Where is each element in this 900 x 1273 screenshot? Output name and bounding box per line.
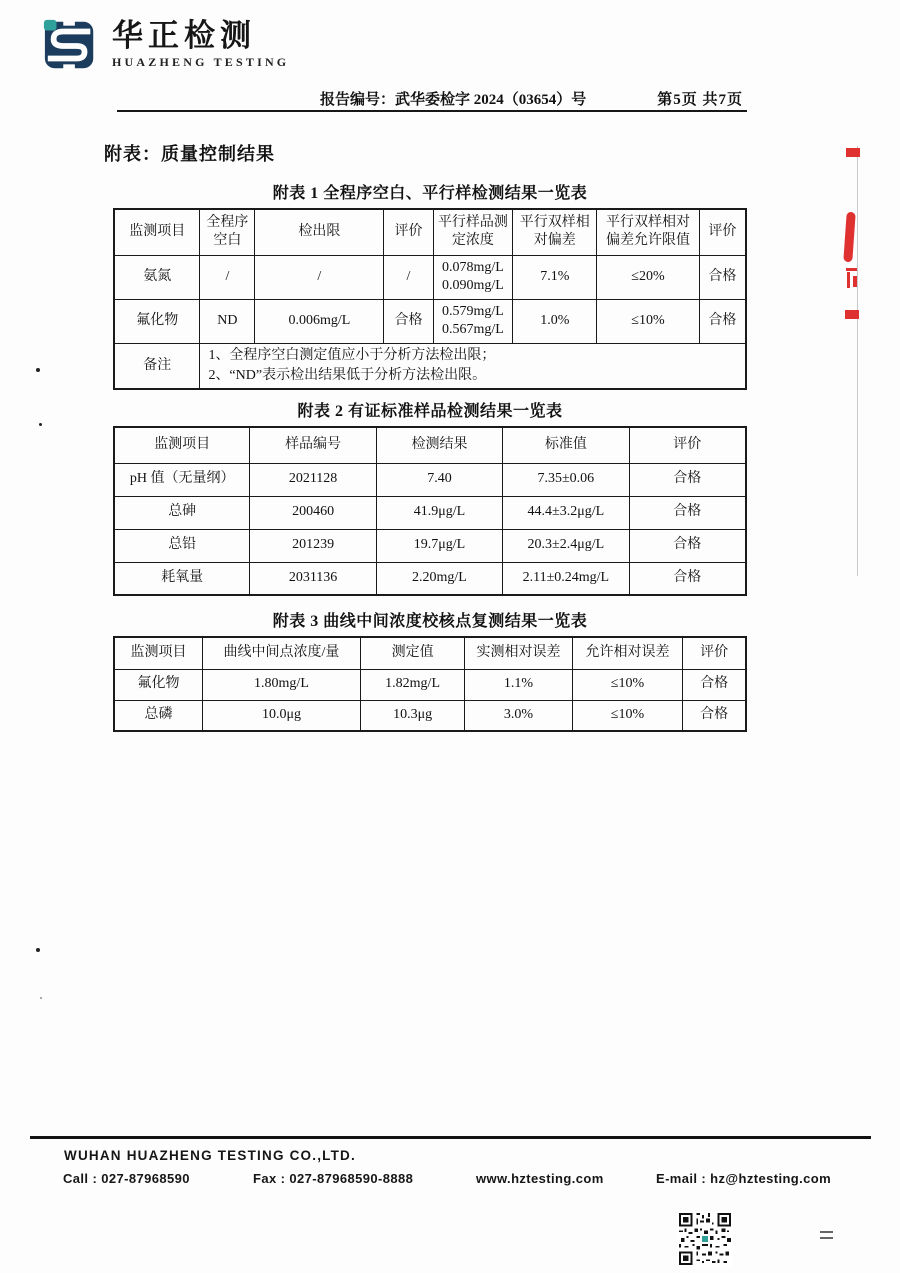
table-cell: 总砷	[114, 496, 250, 529]
table3-header-cell: 监测项目	[114, 637, 202, 669]
concentration-line1: 0.579mg/L	[442, 303, 504, 319]
red-seal-fragment	[846, 148, 860, 157]
table-cell: 3.0%	[465, 700, 572, 731]
table-cell: 201239	[250, 529, 376, 562]
red-seal-fragment	[843, 212, 855, 263]
table2-header-row	[114, 427, 746, 463]
table-row	[114, 255, 746, 299]
red-seal-fragment	[853, 276, 857, 287]
table1-header-cell: 平行样品测定浓度	[433, 209, 513, 255]
table1-header-row	[114, 209, 746, 255]
concentration-line2: 0.567mg/L	[442, 322, 504, 337]
scan-speck	[36, 948, 40, 952]
table-cell: 合格	[699, 299, 746, 343]
table-cell: 总铅	[114, 529, 250, 562]
scan-speck	[36, 368, 40, 372]
table2-certified-standard-results	[113, 426, 747, 596]
logo-chinese-name: 华正检测	[112, 18, 256, 54]
table-cell: 合格	[629, 562, 746, 595]
scan-speck	[39, 423, 42, 426]
table-cell: 10.3μg	[360, 700, 464, 731]
table-cell: 1.0%	[513, 299, 597, 343]
table-cell: ≤10%	[572, 669, 683, 700]
note-line1: 1、全程序空白测定值应小于分析方法检出限；	[208, 347, 496, 363]
table-cell	[433, 255, 513, 299]
table1-header-cell: 监测项目	[114, 209, 200, 255]
table-cell: 合格	[629, 496, 746, 529]
table-cell	[433, 299, 513, 343]
table-cell: 2.20mg/L	[376, 562, 502, 595]
table-cell: 7.1%	[513, 255, 597, 299]
table-cell: 19.7μg/L	[376, 529, 502, 562]
table3-header-cell: 测定值	[360, 637, 464, 669]
huazheng-logo-icon	[42, 16, 100, 74]
red-seal-fragment	[847, 272, 850, 288]
table1-header-cell: 检出限	[255, 209, 384, 255]
concentration-line1: 0.078mg/L	[442, 259, 504, 275]
table3-header-cell: 允许相对误差	[572, 637, 683, 669]
red-seal-fragment	[845, 310, 859, 319]
table2-title: 附表 2 有证标准样品检测结果一览表	[297, 403, 563, 420]
table-row	[114, 562, 746, 595]
table3-curve-midpoint-recheck-results	[113, 636, 747, 732]
table-cell: 合格	[384, 299, 433, 343]
table-cell: pH 值（无量纲）	[114, 463, 250, 496]
logo-english-name: HUAZHENG TESTING	[112, 54, 290, 69]
table2-header-cell: 样品编号	[250, 427, 376, 463]
page-edge-line	[857, 146, 858, 576]
table-row	[114, 496, 746, 529]
note-label-cell: 备注	[114, 343, 200, 389]
table1-header-cell: 评价	[384, 209, 433, 255]
table-cell: 2031136	[250, 562, 376, 595]
table-row	[114, 463, 746, 496]
table1-header-cell: 全程序空白	[200, 209, 255, 255]
note-line2: 2、“ND”表示检出结果低于分析方法检出限。	[208, 367, 487, 383]
table1-header-cell: 平行双样相对偏差允许限值	[597, 209, 699, 255]
table-cell: 合格	[629, 463, 746, 496]
table-cell: 2021128	[250, 463, 376, 496]
table-cell: 10.0μg	[202, 700, 360, 731]
table1-note-row	[114, 343, 746, 389]
page-number: 第5页 共7页	[657, 92, 743, 108]
scan-speck	[40, 997, 42, 999]
table-cell: 氨氮	[114, 255, 200, 299]
table-cell: 0.006mg/L	[255, 299, 384, 343]
qr-code-icon	[676, 1211, 734, 1267]
table-cell: /	[384, 255, 433, 299]
table-cell: 1.80mg/L	[202, 669, 360, 700]
concentration-line2: 0.090mg/L	[442, 278, 504, 293]
table-cell: 7.35±0.06	[503, 463, 629, 496]
note-content-cell	[200, 343, 746, 389]
table-cell: 氟化物	[114, 299, 200, 343]
footer-email: E-mail : hz@hztesting.com	[656, 1171, 832, 1186]
table-row	[114, 700, 746, 731]
footer-rule	[30, 1136, 871, 1139]
table-cell: 1.1%	[465, 669, 572, 700]
table2-header-cell: 评价	[629, 427, 746, 463]
table-row	[114, 299, 746, 343]
red-seal-fragment	[846, 268, 857, 271]
table3-title: 附表 3 曲线中间浓度校核点复测结果一览表	[272, 613, 588, 630]
table-cell: ≤10%	[597, 299, 699, 343]
footer-website: www.hztesting.com	[476, 1171, 604, 1186]
table3-header-cell: 曲线中间点浓度/量	[202, 637, 360, 669]
table2-header-cell: 监测项目	[114, 427, 250, 463]
table-cell: 200460	[250, 496, 376, 529]
table-cell: ≤10%	[572, 700, 683, 731]
footer-phone: Call : 027-87968590	[63, 1171, 190, 1186]
table-cell: /	[255, 255, 384, 299]
table3-header-cell: 实测相对误差	[465, 637, 572, 669]
footer-fax: Fax : 027-87968590-8888	[253, 1171, 414, 1186]
report-header-rule	[117, 84, 747, 112]
table3-header-row	[114, 637, 746, 669]
table-cell: 耗氧量	[114, 562, 250, 595]
table-cell: 20.3±2.4μg/L	[503, 529, 629, 562]
table-row	[114, 529, 746, 562]
table-cell: ≤20%	[597, 255, 699, 299]
table2-header-cell: 检测结果	[376, 427, 502, 463]
table-cell: 2.11±0.24mg/L	[503, 562, 629, 595]
report-number: 报告编号：武华委检字 2024（03654）号	[320, 92, 587, 108]
company-logo	[42, 16, 289, 74]
table-cell: 合格	[683, 700, 746, 731]
table-cell: 41.9μg/L	[376, 496, 502, 529]
table-cell: ND	[200, 299, 255, 343]
table3-header-cell: 评价	[683, 637, 746, 669]
table-row	[114, 669, 746, 700]
section-title: 附表：质量控制结果	[104, 144, 275, 164]
table-cell: 合格	[683, 669, 746, 700]
table-cell: /	[200, 255, 255, 299]
table-cell: 7.40	[376, 463, 502, 496]
table-cell: 合格	[699, 255, 746, 299]
table-cell: 氟化物	[114, 669, 202, 700]
table-cell: 合格	[629, 529, 746, 562]
table-cell: 44.4±3.2μg/L	[503, 496, 629, 529]
table1-title: 附表 1 全程序空白、平行样检测结果一览表	[272, 185, 588, 202]
table1-blank-parallel-results	[113, 208, 747, 390]
footer-company-name: WUHAN HUAZHENG TESTING CO.,LTD.	[64, 1148, 356, 1163]
scan-equals-mark	[820, 1231, 833, 1243]
table1-header-cell: 平行双样相对偏差	[513, 209, 597, 255]
table-cell: 1.82mg/L	[360, 669, 464, 700]
table-cell: 总磷	[114, 700, 202, 731]
table2-header-cell: 标准值	[503, 427, 629, 463]
table1-header-cell: 评价	[699, 209, 746, 255]
